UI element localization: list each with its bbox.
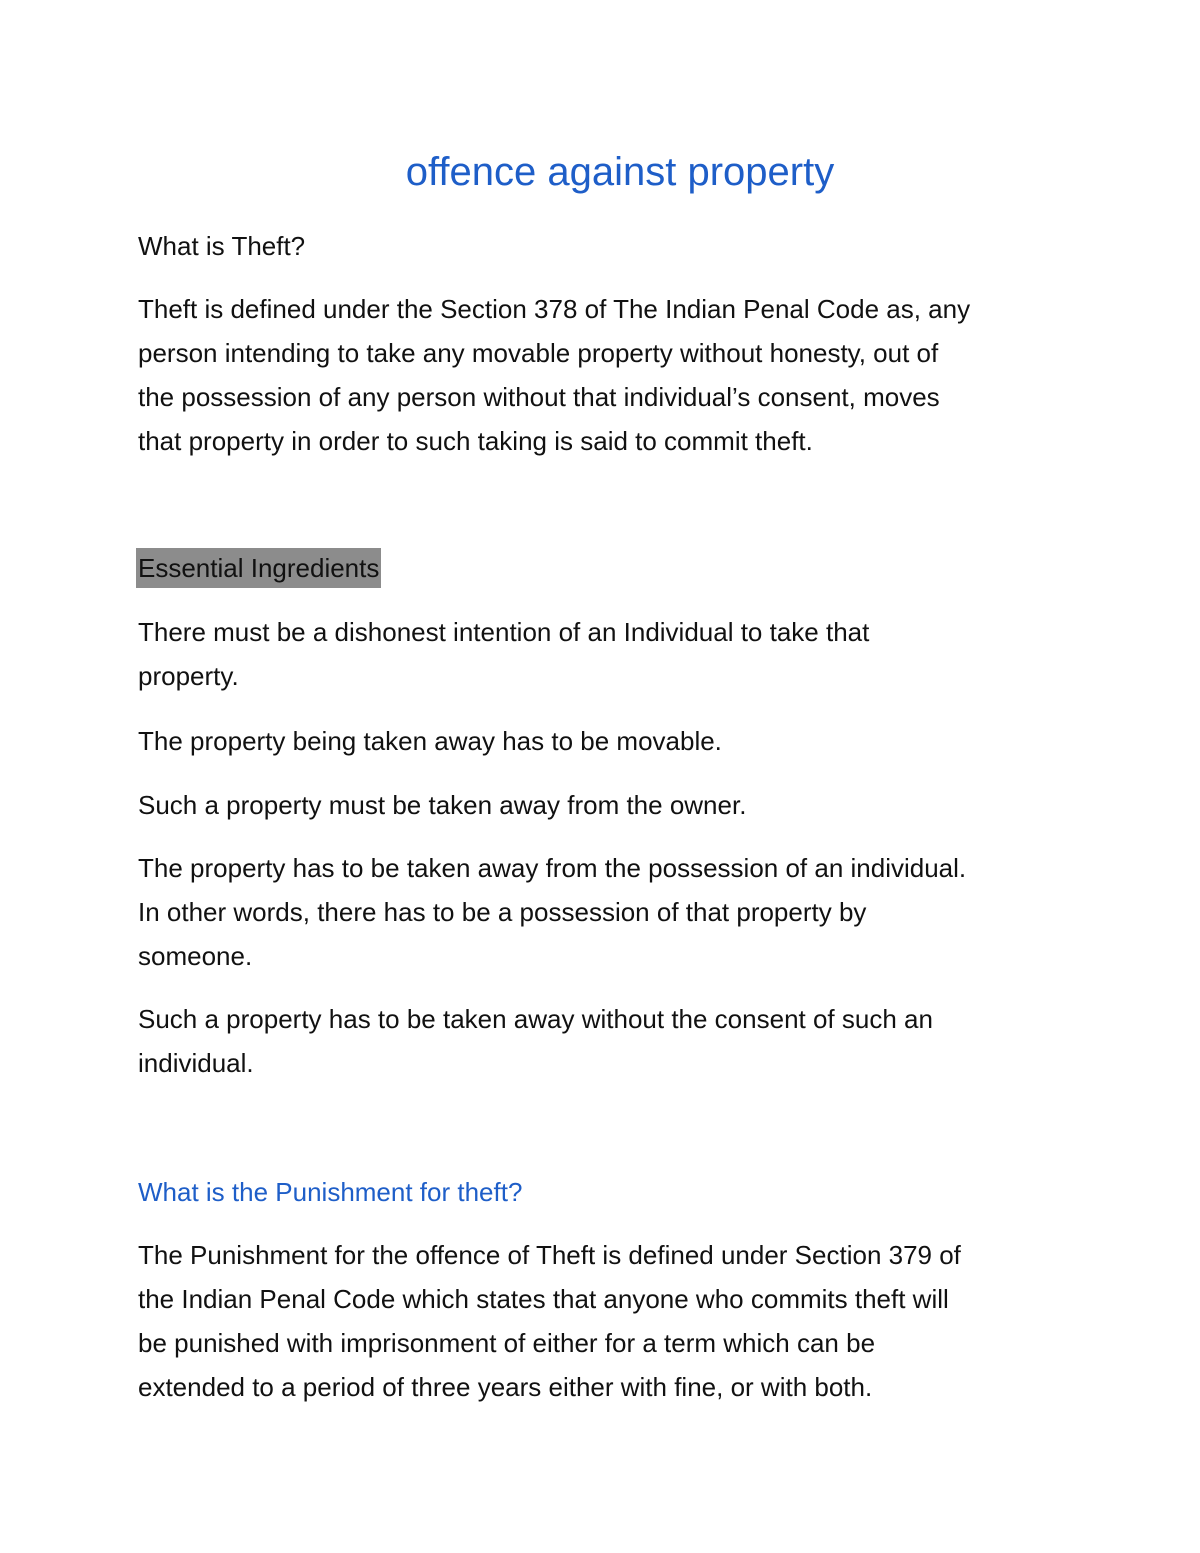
paragraph-line: extended to a period of three years either with fine, or with both. [138, 1372, 873, 1402]
theft-definition-paragraph [138, 287, 1098, 463]
paragraph-line: the Indian Penal Code which states that anyone who commits theft will [138, 1284, 949, 1314]
paragraph-line: In other words, there has to be a possession of that property by [138, 897, 867, 927]
paragraph-line: the possession of any person without that individual’s consent, moves [138, 382, 940, 412]
paragraph-line: be punished with imprisonment of either for a term which can be [138, 1328, 876, 1358]
paragraph-line: individual. [138, 1048, 254, 1078]
essential-ingredients-heading: Essential Ingredients [136, 548, 381, 588]
paragraph-line: Theft is defined under the Section 378 of The Indian Penal Code as, any [138, 294, 971, 324]
ingredient-item [138, 610, 1098, 698]
ingredient-item [138, 846, 1098, 978]
paragraph-line: Such a property must be taken away from the owner. [138, 790, 747, 820]
document-title: offence against property [405, 150, 835, 194]
paragraph-line: There must be a dishonest intention of an Individual to take that [138, 617, 870, 647]
punishment-heading: What is the Punishment for theft? [138, 1177, 523, 1207]
paragraph-line: The Punishment for the offence of Theft is defined under Section 379 of [138, 1240, 961, 1270]
ingredient-item [138, 783, 1098, 827]
paragraph-line: The property being taken away has to be movable. [138, 726, 722, 756]
paragraph-line: Such a property has to be taken away without the consent of such an [138, 1004, 933, 1034]
paragraph-line: that property in order to such taking is said to commit theft. [138, 426, 813, 456]
ingredient-item [138, 997, 1098, 1085]
paragraph-line: The property has to be taken away from the possession of an individual. [138, 853, 967, 883]
paragraph-line: someone. [138, 941, 253, 971]
question-what-is-theft: What is Theft? [138, 231, 306, 261]
ingredient-item [138, 719, 1098, 763]
punishment-paragraph [138, 1233, 1098, 1409]
essential-ingredients-heading-row [138, 546, 1098, 590]
paragraph-line: person intending to take any movable property without honesty, out of [138, 338, 939, 368]
paragraph-line: property. [138, 661, 239, 691]
